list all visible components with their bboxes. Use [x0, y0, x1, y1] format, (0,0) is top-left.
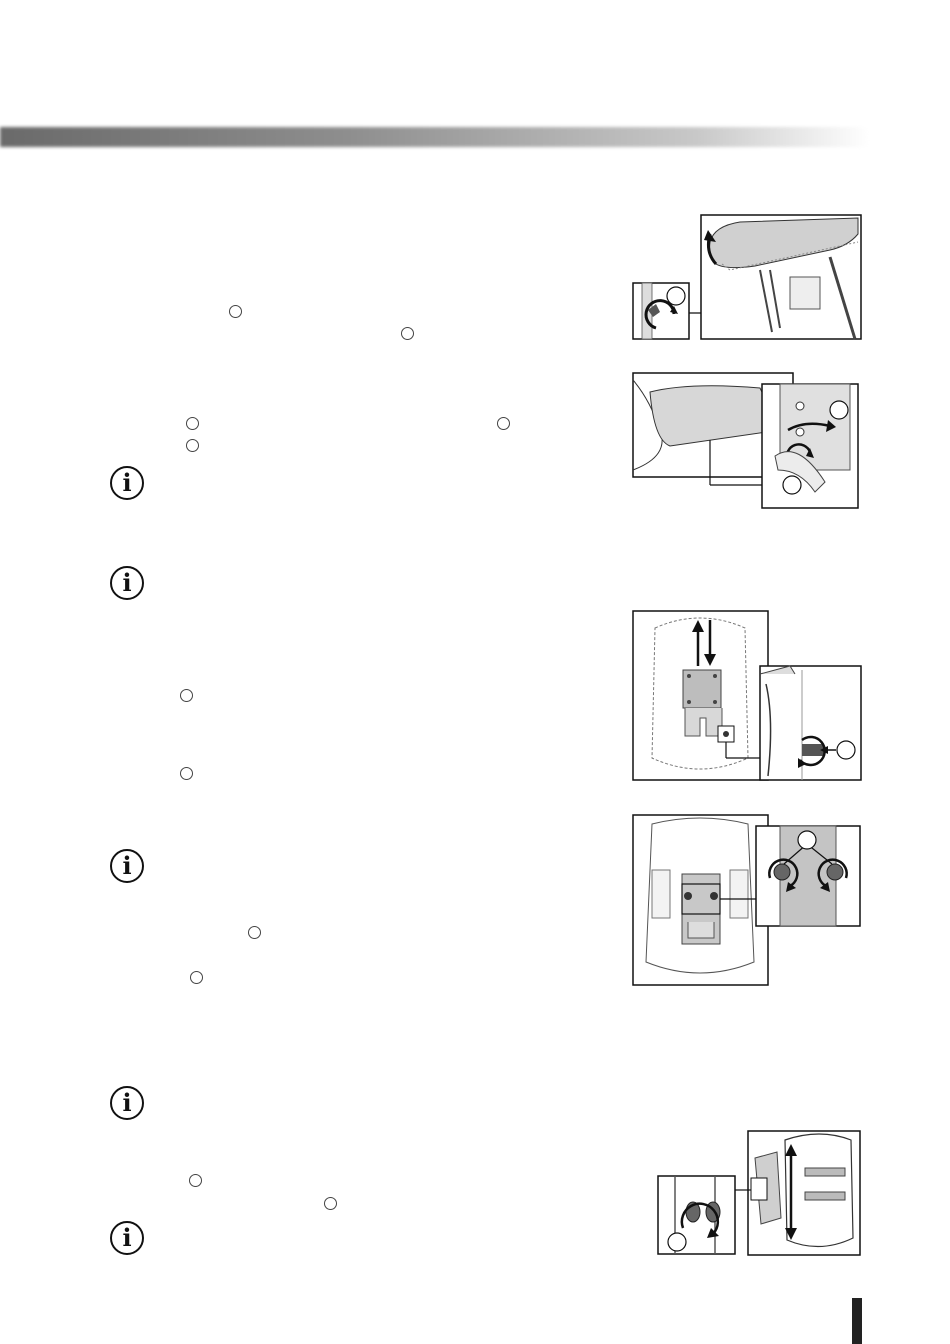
info-icon: i: [110, 849, 144, 883]
step-marker: [186, 439, 199, 452]
info-icon: i: [110, 1086, 144, 1120]
step-marker: [229, 305, 242, 318]
step-marker: [189, 1174, 202, 1187]
step-marker: [401, 327, 414, 340]
figure-seat-pad-tilt: [630, 212, 865, 344]
info-icon: i: [110, 1221, 144, 1255]
header-bar: [0, 127, 870, 147]
step-marker: [324, 1197, 337, 1210]
figure-backrest-height: [630, 608, 865, 783]
figure-backrest-screws: [630, 812, 865, 987]
step-marker: [497, 417, 510, 430]
figure-backrest-slide: [655, 1128, 865, 1258]
info-icon: i: [110, 566, 144, 600]
info-icon: i: [110, 466, 144, 500]
step-marker: [248, 926, 261, 939]
figure-seat-bracket: [630, 370, 862, 512]
step-marker: [180, 689, 193, 702]
step-marker: [190, 971, 203, 984]
page-edge-tab: [852, 1298, 862, 1344]
step-marker: [186, 417, 199, 430]
step-marker: [180, 767, 193, 780]
